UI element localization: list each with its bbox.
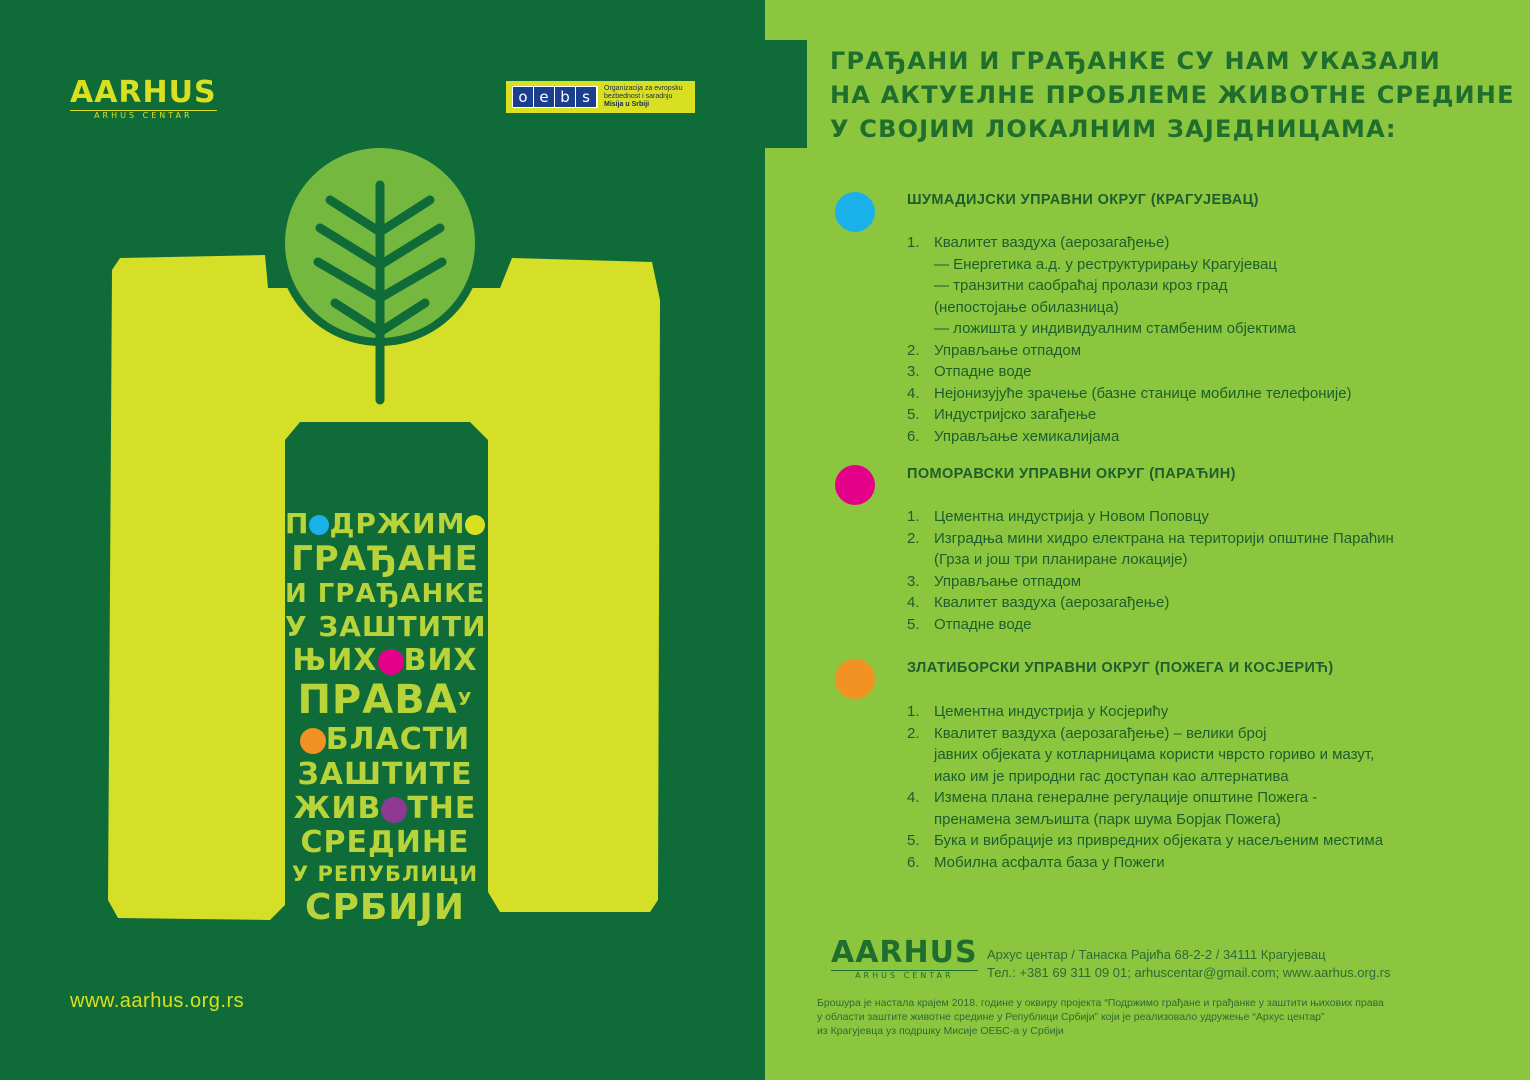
lime-circle-icon bbox=[465, 515, 485, 535]
slogan-text: ТНЕ bbox=[407, 791, 477, 826]
list-item: 4. Нејонизујуће зрачење (базне станице мобилне телефоније) bbox=[907, 384, 1352, 402]
footnote-line: из Крагујевца уз подршку Мисије ОЕБС-а у Србији bbox=[817, 1025, 1064, 1037]
oebs-letter: e bbox=[534, 87, 554, 107]
list-item: (Грза и још три планиране локације) bbox=[934, 551, 1188, 568]
list-item: 6. Управљање хемикалијама bbox=[907, 427, 1120, 445]
poster-slogan bbox=[285, 508, 485, 928]
list-item: — ложишта у индивидуалним стамбеним објектима bbox=[934, 320, 1296, 337]
problem-list bbox=[907, 701, 1383, 873]
slogan-text: У ЗАШТИТИ bbox=[285, 610, 487, 643]
footnote-line: Брошура је настала крајем 2018. године у оквиру пројекта “Подржимо грађане и грађанке у заштити њихових права bbox=[817, 997, 1384, 1009]
contact-info bbox=[987, 946, 1390, 982]
list-item: — транзитни саобраћај пролази кроз град bbox=[934, 277, 1228, 294]
list-item: 4. Измена плана генералне регулације општине Пожега - bbox=[907, 789, 1318, 806]
list-item: пренамена земљишта (парк шума Борјак Пожега) bbox=[934, 810, 1281, 828]
magenta-circle-icon bbox=[835, 465, 875, 505]
list-item: (непостојање обилазница) bbox=[934, 298, 1119, 316]
slogan-text: ЖИВ bbox=[293, 791, 382, 826]
list-item: 2. Квалитет ваздуха (аерозагађење) – велики број bbox=[907, 724, 1267, 742]
list-item: иако им је природни гас доступан као алтернатива bbox=[934, 767, 1289, 785]
slogan-text: БЛАСТИ bbox=[325, 722, 471, 757]
list-item: — Енергетика а.д. у реструктурирању Крагујевац bbox=[934, 255, 1277, 273]
list-item: 1. Квалитет ваздуха (аерозагађење) bbox=[907, 234, 1170, 251]
oebs-line: Organizacija za evropsku bbox=[604, 85, 683, 92]
aarhus-logo bbox=[70, 75, 217, 121]
logo-word: AARHUS bbox=[70, 75, 217, 110]
oebs-line: bezbednost i saradnju bbox=[604, 93, 673, 100]
problem-list bbox=[907, 232, 1352, 447]
headline-line: У СВОЈИМ ЛОКАЛНИМ ЗАЈЕДНИЦАМА: bbox=[830, 115, 1397, 143]
list-item: 3. Отпадне воде bbox=[907, 363, 1032, 380]
oebs-letter: s bbox=[576, 87, 596, 107]
slogan-text: ВИХ bbox=[403, 643, 478, 678]
blue-circle-icon bbox=[309, 515, 329, 535]
slogan-text: У РЕПУБЛИЦИ bbox=[291, 862, 479, 886]
oebs-logo bbox=[506, 81, 695, 113]
oebs-letters bbox=[512, 86, 598, 108]
purple-circle-icon bbox=[381, 797, 407, 823]
logo-subtitle: ARHUS CENTAR bbox=[70, 110, 217, 121]
orange-circle-icon bbox=[300, 728, 326, 754]
slogan-text: И ГРАЂАНКЕ bbox=[285, 579, 486, 609]
list-item: 5. Индустријско загађење bbox=[907, 406, 1097, 423]
address-line: Архус центар / Танаска Рајића 68-2-2 / 34111 Крагујевац bbox=[987, 947, 1326, 962]
aarhus-logo-footer bbox=[831, 935, 978, 981]
slogan-text: СРБИЈИ bbox=[305, 887, 465, 928]
oebs-line: Misija u Srbiji bbox=[604, 101, 650, 108]
list-item: 4. Квалитет ваздуха (аерозагађење) bbox=[907, 594, 1170, 611]
list-item: 3. Управљање отпадом bbox=[907, 572, 1082, 590]
slogan-text: П bbox=[285, 507, 310, 540]
list-item: 1. Цементна индустрија у Новом Поповцу bbox=[907, 508, 1209, 525]
slogan-text: ЗАШТИТЕ bbox=[297, 757, 473, 792]
title-tab-accent bbox=[765, 40, 807, 148]
logo-word: AARHUS bbox=[831, 935, 978, 970]
website-link[interactable]: www.aarhus.org.rs bbox=[70, 990, 245, 1012]
list-item: јавних објеката у котларницама користи чврсто гориво и мазут, bbox=[934, 746, 1375, 763]
list-item: 5. Бука и вибрације из привредних објеката у насељеним местима bbox=[907, 832, 1384, 849]
footnote-line: у области заштите животне средине у Републици Србији” који је реализовало удружење “Архус центар” bbox=[817, 1011, 1325, 1023]
footnote bbox=[817, 996, 1497, 1038]
orange-circle-icon bbox=[835, 659, 875, 699]
oebs-letter: o bbox=[513, 87, 533, 107]
slogan-text: ПРАВА bbox=[297, 677, 458, 723]
list-item: 2. Изградња мини хидро електрана на територији општине Параћин bbox=[907, 529, 1394, 547]
right-panel bbox=[765, 0, 1530, 1080]
slogan-text: ГРАЂАНЕ bbox=[291, 539, 479, 579]
region-heading: ЗЛАТИБОРСКИ УПРАВНИ ОКРУГ (ПОЖЕГА И КОСЈЕРИЋ) bbox=[907, 660, 1334, 676]
list-item: 1. Цементна индустрија у Косјерићу bbox=[907, 703, 1169, 720]
list-item: 6. Мобилна асфалта база у Пожеги bbox=[907, 853, 1165, 871]
list-item: 2. Управљање отпадом bbox=[907, 341, 1082, 359]
headline bbox=[830, 44, 1515, 146]
slogan-text: ЊИХ bbox=[292, 643, 378, 678]
blue-circle-icon bbox=[835, 192, 875, 232]
list-item: 5. Отпадне воде bbox=[907, 615, 1032, 633]
slogan-text: У bbox=[457, 689, 473, 710]
logo-subtitle: ARHUS CENTAR bbox=[831, 970, 978, 981]
region-heading: ШУМАДИЈСКИ УПРАВНИ ОКРУГ (КРАГУЈЕВАЦ) bbox=[907, 192, 1259, 208]
oebs-caption bbox=[604, 85, 683, 109]
slogan-text: ДРЖИМ bbox=[329, 507, 466, 540]
slogan-text: СРЕДИНЕ bbox=[300, 825, 470, 860]
magenta-circle-icon bbox=[378, 649, 404, 675]
region-heading: ПОМОРАВСКИ УПРАВНИ ОКРУГ (ПАРАЋИН) bbox=[907, 466, 1236, 482]
headline-line: ГРАЂАНИ И ГРАЂАНКЕ СУ НАМ УКАЗАЛИ bbox=[830, 47, 1441, 75]
contact-line: Тел.: +381 69 311 09 01; arhuscentar@gmail.com; www.aarhus.org.rs bbox=[987, 965, 1391, 980]
problem-list bbox=[907, 506, 1394, 635]
headline-line: НА АКТУЕЛНЕ ПРОБЛЕМЕ ЖИВОТНЕ СРЕДИНЕ bbox=[830, 81, 1515, 109]
oebs-letter: b bbox=[555, 87, 575, 107]
